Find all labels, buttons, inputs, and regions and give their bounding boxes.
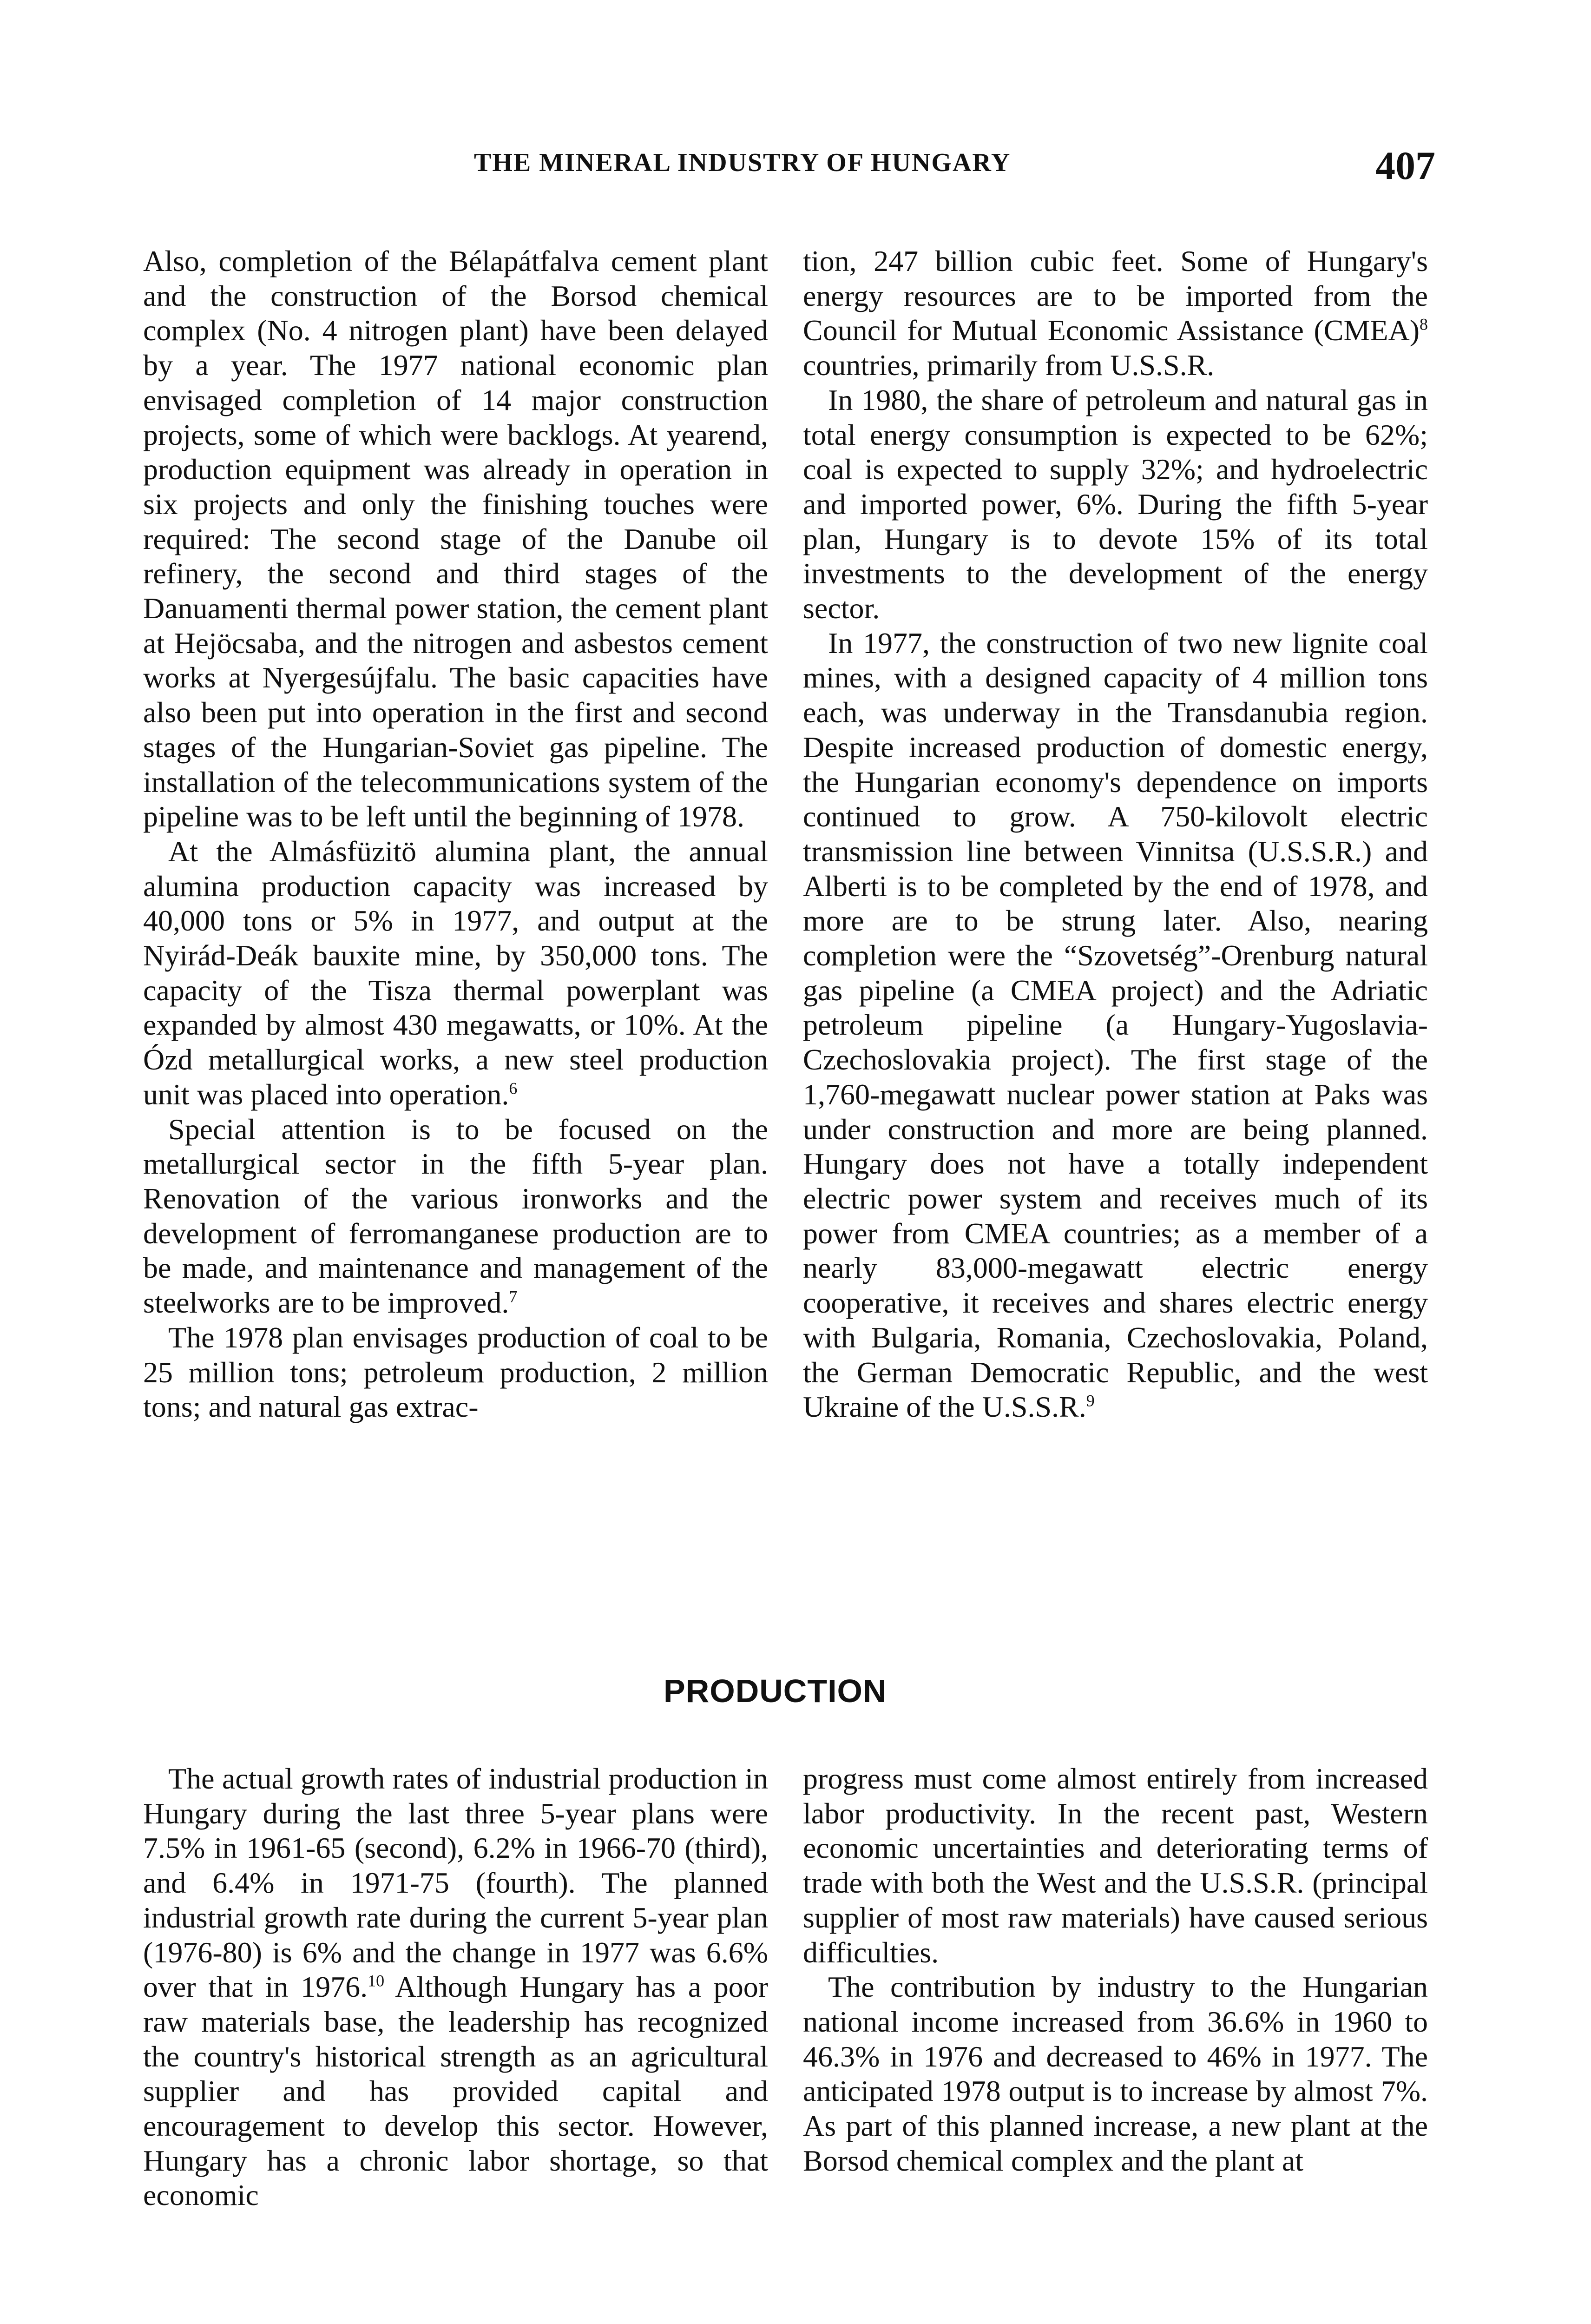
footnote-ref: 9 [1086,1391,1095,1410]
paragraph [143,1320,768,1425]
paragraph-text: countries, primarily from U.S.S.R. [803,349,1215,382]
paragraph [143,1762,768,2213]
footnote-ref: 6 [509,1079,518,1098]
page-number: 407 [1375,143,1435,188]
production-left-column [143,1762,768,2213]
paragraph [143,1112,768,1320]
paragraph [803,1970,1428,2178]
paragraph [803,1762,1428,1970]
paragraph [143,244,768,834]
paragraph-text: At the Almásfüzitö alumina plant, the annual alumina production capacity was increased by 40,000 tons or 5% in 1977, and output at the Nyirád-Deák bauxite mine, by 350,000 tons. The capacity of the Tisza thermal powerplant was expanded by almost 430 megawatts, or 10%. At the Ózd metallurgical works, a new steel production unit was placed into operation. [143,834,768,1111]
section-heading: PRODUCTION [664,1673,887,1709]
paragraph-text: tion, 247 billion cubic feet. Some of Hungary's energy resources are to be imported from the Council for Mutual Economic Assistance (CMEA) [803,244,1428,347]
paragraph-text: The actual growth rates of industrial production in Hungary during the last three 5-year plans were 7.5% in 1961-65 (second), 6.2% in 1966-70 (third), and 6.4% in 1971-75 (fourth). The planned industrial growth rate during the current 5-year plan (1976-80) is 6% and the change in 1977 was 6.6% over that in 1976. [143,1762,768,2004]
paragraph-text: Also, completion of the Bélapátfalva cement plant and the construction of the Borsod chemical complex (No. 4 nitrogen plant) have been delayed by a year. The 1977 national economic plan envisaged completion of 14 major construction projects, some of which were backlogs. At yearend, production equipment was already in operation in six projects and only the finishing touches were required: The second stage of the Danube oil refinery, the second and third stages of the Danuamenti thermal power station, the cement plant at Hejöcsaba, and the nitrogen and asbestos cement works at Nyergesújfalu. The basic capacities have also been put into operation in the first and second stages of the Hungarian-Soviet gas pipeline. The installation of the telecommunications system of the pipeline was to be left until the beginning of 1978. [143,244,768,833]
paragraph-text: Special attention is to be focused on the metallurgical sector in the fifth 5-year plan. Renovation of the various ironworks and the development of ferromanganese production are to be made, and maintenance and management of the steelworks are to be improved. [143,1112,768,1320]
top-left-column [143,244,768,1425]
footnote-ref: 10 [368,1971,385,1990]
running-head: THE MINERAL INDUSTRY OF HUNGARY [474,148,1011,177]
paragraph-text: progress must come almost entirely from increased labor productivity. In the recent past, Western economic uncertainties and deteriorating terms of trade with both the West and the U.S.S.R. (principal supplier of most raw materials) have caused serious difficulties. [803,1762,1428,1969]
paragraph [803,244,1428,383]
footnote-ref: 7 [509,1287,518,1306]
paragraph-text: In 1977, the construction of two new lignite coal mines, with a designed capacity of 4 million tons each, was underway in the Transdanubia region. Despite increased production of domestic energy, the Hungarian economy's dependence on imports continued to grow. A 750-kilovolt electric transmission line between Vinnitsa (U.S.S.R.) and Alberti is to be completed by the end of 1978, and more are to be strung later. Also, nearing completion were the “Szovetség”-Orenburg natural gas pipeline (a CMEA project) and the Adriatic petroleum pipeline (a Hungary-Yugoslavia-Czechoslovakia project). The first stage of the 1,760-megawatt nuclear power station at Paks was under construction and more are being planned. Hungary does not have a totally independent electric power system and receives much of its power from CMEA countries; as a member of a nearly 83,000-megawatt electric energy cooperative, it receives and shares electric energy with Bulgaria, Romania, Czechoslovakia, Poland, the German Democratic Republic, and the west Ukraine of the U.S.S.R. [803,626,1428,1424]
footnote-ref: 8 [1420,315,1428,334]
top-right-column [803,244,1428,1425]
production-right-column [803,1762,1428,2178]
paragraph [143,834,768,1112]
paragraph-text: The 1978 plan envisages production of coal to be 25 million tons; petroleum production, 2 million tons; and natural gas extrac- [143,1320,768,1424]
paragraph [803,383,1428,626]
paragraph [803,626,1428,1425]
paragraph-text: Although Hungary has a poor raw materials base, the leadership has recognized the country's historical strength as an agricultural supplier and has provided capital and encouragement to develop this sector. However, Hungary has a chronic labor shortage, so that economic [143,1970,769,2212]
paragraph-text: The contribution by industry to the Hungarian national income increased from 36.6% in 1960 to 46.3% in 1976 and decreased to 46% in 1977. The anticipated 1978 output is to increase by almost 7%. As part of this planned increase, a new plant at the Borsod chemical complex and the plant at [803,1970,1428,2177]
paragraph-text: In 1980, the share of petroleum and natural gas in total energy consumption is expected to be 62%; coal is expected to supply 32%; and hydroelectric and imported power, 6%. During the fifth 5-year plan, Hungary is to devote 15% of its total investments to the development of the energy sector. [803,383,1428,625]
